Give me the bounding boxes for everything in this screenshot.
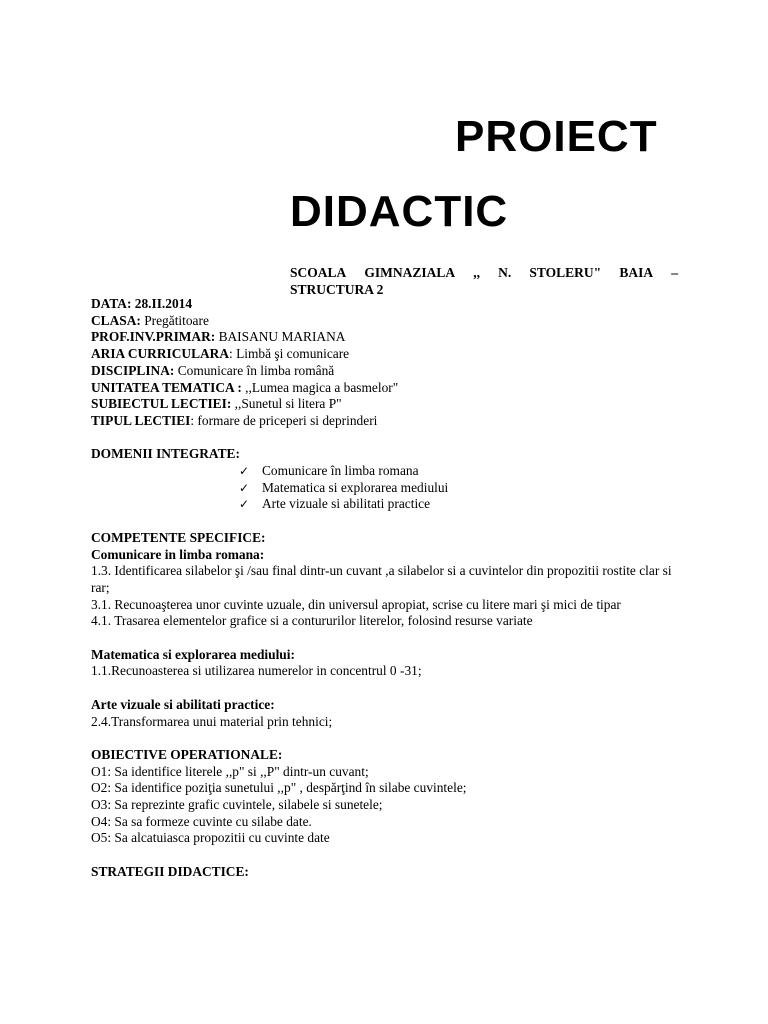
school-word: ,, — [473, 265, 481, 280]
section-heading: COMPETENTE SPECIFICE: — [91, 529, 266, 545]
list-item — [91, 463, 691, 480]
field-unitatea — [91, 380, 691, 397]
field-label: ARIA CURRICULARA — [91, 346, 230, 362]
field-value: Comunicare în limba română — [174, 362, 335, 378]
list-item — [91, 480, 691, 497]
section-heading: OBIECTIVE OPERATIONALE: — [91, 746, 283, 762]
competence-item: 4.1. Trasarea elementelor grafice si a contururilor literelor, folosind resurse variate — [91, 613, 533, 629]
field-label: PROF.INV.PRIMAR: — [91, 329, 216, 345]
field-aria — [91, 346, 691, 363]
field-prof — [91, 329, 691, 346]
field-clasa — [91, 313, 691, 330]
field-disciplina — [91, 363, 691, 380]
field-tipul — [91, 413, 691, 430]
document-body — [91, 296, 691, 881]
field-value: : formare de priceperi si deprinderi — [190, 412, 378, 428]
objective-item: O3: Sa reprezinte grafic cuvintele, silabele si sunetele; — [91, 797, 383, 813]
school-word: N. — [498, 265, 512, 280]
field-data — [91, 296, 691, 313]
field-label: UNITATEA TEMATICA : — [91, 379, 242, 395]
doc-title-line1: PROIECT — [455, 112, 658, 161]
school-word: BAIA — [619, 265, 654, 280]
field-value: ,,Lumea magica a basmelor" — [241, 379, 399, 395]
list-item-text: Arte vizuale si abilitati practice — [262, 496, 431, 512]
subsection-heading: Arte vizuale si abilitati practice: — [91, 696, 275, 712]
field-label: TIPUL LECTIEI — [91, 412, 191, 428]
list-item-text: Matematica si explorarea mediului — [262, 479, 449, 495]
competence-item: 1.3. Identificarea silabelor şi /sau final dintr-un cuvant ,a silabelor si a cuvintelor din propozitii rostite clar si rar; — [91, 563, 672, 595]
objective-item: O1: Sa identifice literele ,,p" si ,,P" dintr-un cuvant; — [91, 763, 369, 779]
doc-title-line2: DIDACTIC — [290, 187, 509, 236]
field-subiectul — [91, 396, 691, 413]
school-word: STOLERU" — [529, 265, 602, 280]
competence-item: 1.1.Recunoasterea si utilizarea numerelor in concentrul 0 -31; — [91, 663, 422, 679]
list-item — [91, 496, 691, 513]
field-value: Pregătitoare — [140, 312, 209, 328]
check-icon: ✓ — [239, 497, 250, 512]
field-label: DISCIPLINA: — [91, 362, 175, 378]
school-word: SCOALA — [290, 265, 347, 280]
objective-item: O2: Sa identifice poziţia sunetului ,,p" , despărţind în silabe cuvintele; — [91, 780, 467, 796]
competence-item: 3.1. Recunoaşterea unor cuvinte uzuale, din universul apropiat, scrise cu litere mari şi mici de tipar — [91, 596, 621, 612]
field-value: ,,Sunetul si litera P" — [231, 396, 342, 412]
school-word: – — [671, 265, 678, 280]
section-heading: DOMENII INTEGRATE: — [91, 446, 240, 462]
check-icon: ✓ — [239, 464, 250, 479]
list-item-text: Comunicare în limba romana — [262, 463, 419, 479]
field-label: CLASA: — [91, 312, 141, 328]
subsection-heading: Matematica si explorarea mediului: — [91, 646, 295, 662]
section-heading: STRATEGII DIDACTICE: — [91, 863, 249, 879]
school-line2: STRUCTURA 2 — [290, 282, 384, 297]
competence-item: 2.4.Transformarea unui material prin tehnici; — [91, 713, 333, 729]
field-label: SUBIECTUL LECTIEI: — [91, 396, 232, 412]
field-value: BAISANU MARIANA — [215, 329, 346, 345]
objective-item: O4: Sa sa formeze cuvinte cu silabe date. — [91, 813, 312, 829]
field-label: DATA: 28.II.2014 — [91, 296, 193, 311]
subsection-heading: Comunicare in limba romana: — [91, 546, 265, 562]
school-word: GIMNAZIALA — [364, 265, 456, 280]
check-icon: ✓ — [239, 480, 250, 495]
field-value: : Limbă şi comunicare — [229, 346, 350, 362]
school-name — [290, 264, 678, 298]
objective-item: O5: Sa alcatuiasca propozitii cu cuvinte date — [91, 830, 330, 846]
